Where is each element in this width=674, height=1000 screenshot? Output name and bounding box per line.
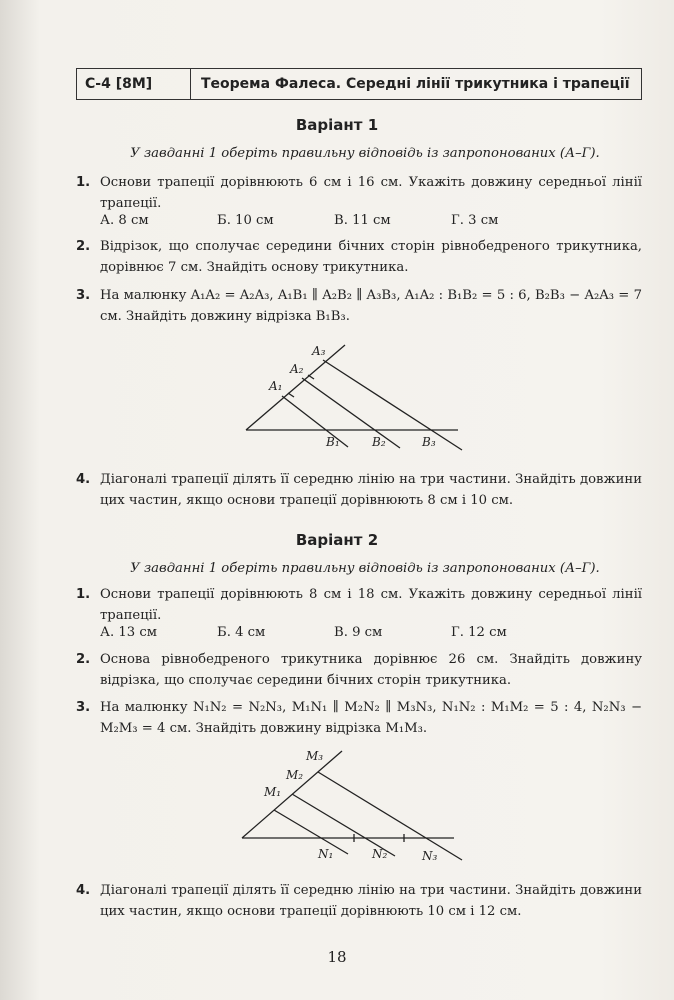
page-number: 18 bbox=[327, 948, 347, 966]
parallel-line-3 bbox=[323, 360, 462, 450]
figure-side-line bbox=[246, 345, 345, 430]
v1-task1 bbox=[76, 172, 642, 214]
task-text: Основи трапеції дорівнюють 8 см і 18 см. Укажіть довжину середньої лінії трапеції. bbox=[100, 587, 642, 623]
label-top-2: M₂ bbox=[286, 768, 304, 782]
variant1-instruction: У завданні 1 оберіть правильну відповідь із запропонованих (А–Г). bbox=[130, 146, 600, 161]
task-number: 3. bbox=[76, 700, 91, 715]
v2-task4 bbox=[76, 880, 642, 922]
option-a: А. 13 см bbox=[100, 625, 157, 640]
label-top-3: A₃ bbox=[312, 344, 326, 358]
label-top-3: M₃ bbox=[306, 749, 324, 763]
v2-task2 bbox=[76, 649, 642, 691]
label-bottom-2: N₂ bbox=[372, 847, 388, 861]
variant2-title: Варіант 2 bbox=[295, 531, 379, 549]
variant1-title: Варіант 1 bbox=[295, 116, 379, 134]
label-top-1: M₁ bbox=[264, 785, 282, 799]
label-top-1: A₁ bbox=[269, 379, 283, 393]
v2-figure bbox=[230, 746, 480, 870]
v2-task3 bbox=[76, 697, 642, 739]
v2-task1 bbox=[76, 584, 642, 626]
task-number: 3. bbox=[76, 288, 91, 303]
tick-mark bbox=[308, 375, 314, 379]
task-number: 2. bbox=[76, 652, 91, 667]
option-c: В. 11 см bbox=[334, 213, 391, 228]
v1-task3 bbox=[76, 285, 642, 327]
label-bottom-2: B₂ bbox=[372, 435, 386, 449]
variant2-instruction: У завданні 1 оберіть правильну відповідь із запропонованих (А–Г). bbox=[130, 561, 600, 576]
label-top-2: A₂ bbox=[290, 362, 304, 376]
task-text: Діагоналі трапеції ділять її середню лінію на три частини. Знайдіть довжини цих частин, якщо основи трапеції дорівнюють 8 см і 10 см. bbox=[100, 472, 642, 508]
task-number: 2. bbox=[76, 239, 91, 254]
v2-task1-options bbox=[100, 625, 568, 640]
task-number: 1. bbox=[76, 175, 91, 190]
option-a: А. 8 см bbox=[100, 213, 149, 228]
v1-task2 bbox=[76, 236, 642, 278]
task-number: 4. bbox=[76, 472, 91, 487]
option-d: Г. 12 см bbox=[451, 625, 507, 640]
parallel-line-1 bbox=[274, 810, 348, 854]
parallel-line-3 bbox=[318, 772, 462, 860]
task-text: Основи трапеції дорівнюють 6 см і 16 см. Укажіть довжину середньої лінії трапеції. bbox=[100, 175, 642, 211]
option-d: Г. 3 см bbox=[451, 213, 499, 228]
task-text: Діагоналі трапеції ділять її середню лінію на три частини. Знайдіть довжини цих частин, якщо основи трапеції дорівнюють 10 см і 12 см. bbox=[100, 883, 642, 919]
option-b: Б. 4 см bbox=[217, 625, 266, 640]
label-bottom-3: B₃ bbox=[422, 435, 436, 449]
section-code: С-4 [8М] bbox=[77, 69, 191, 99]
option-b: Б. 10 см bbox=[217, 213, 274, 228]
task-text: Відрізок, що сполучає середини бічних сторін рівнобедреного трикутника, дорівнює 7 см. Знайдіть основу трикутника. bbox=[100, 239, 642, 275]
section-title: Теорема Фалеса. Середні лінії трикутника і трапеції bbox=[201, 76, 630, 92]
label-bottom-3: N₃ bbox=[422, 849, 438, 863]
tick-mark bbox=[288, 393, 294, 397]
task-text: На малюнку N₁N₂ = N₂N₃, M₁N₁ ∥ M₂N₂ ∥ M₃N₃, N₁N₂ : M₁M₂ = 5 : 4, N₂N₃ − M₂M₃ = 4 см. Знайдіть довжину відрізка M₁M₃. bbox=[100, 700, 642, 736]
label-bottom-1: B₁ bbox=[326, 435, 340, 449]
label-bottom-1: N₁ bbox=[318, 847, 334, 861]
task-number: 1. bbox=[76, 587, 91, 602]
task-number: 4. bbox=[76, 883, 91, 898]
page-header bbox=[76, 68, 642, 100]
task-text: На малюнку A₁A₂ = A₂A₃, A₁B₁ ∥ A₂B₂ ∥ A₃B₃, A₁A₂ : B₁B₂ = 5 : 6, B₂B₃ − A₂A₃ = 7 см. Знайдіть довжину відрізка B₁B₃. bbox=[100, 288, 642, 324]
v1-figure bbox=[230, 340, 480, 460]
v1-task4 bbox=[76, 469, 642, 511]
task-text: Основа рівнобедреного трикутника дорівнює 26 см. Знайдіть довжину відрізка, що сполучає середини бічних сторін трикутника. bbox=[100, 652, 642, 688]
option-c: В. 9 см bbox=[334, 625, 383, 640]
v1-task1-options bbox=[100, 213, 568, 228]
